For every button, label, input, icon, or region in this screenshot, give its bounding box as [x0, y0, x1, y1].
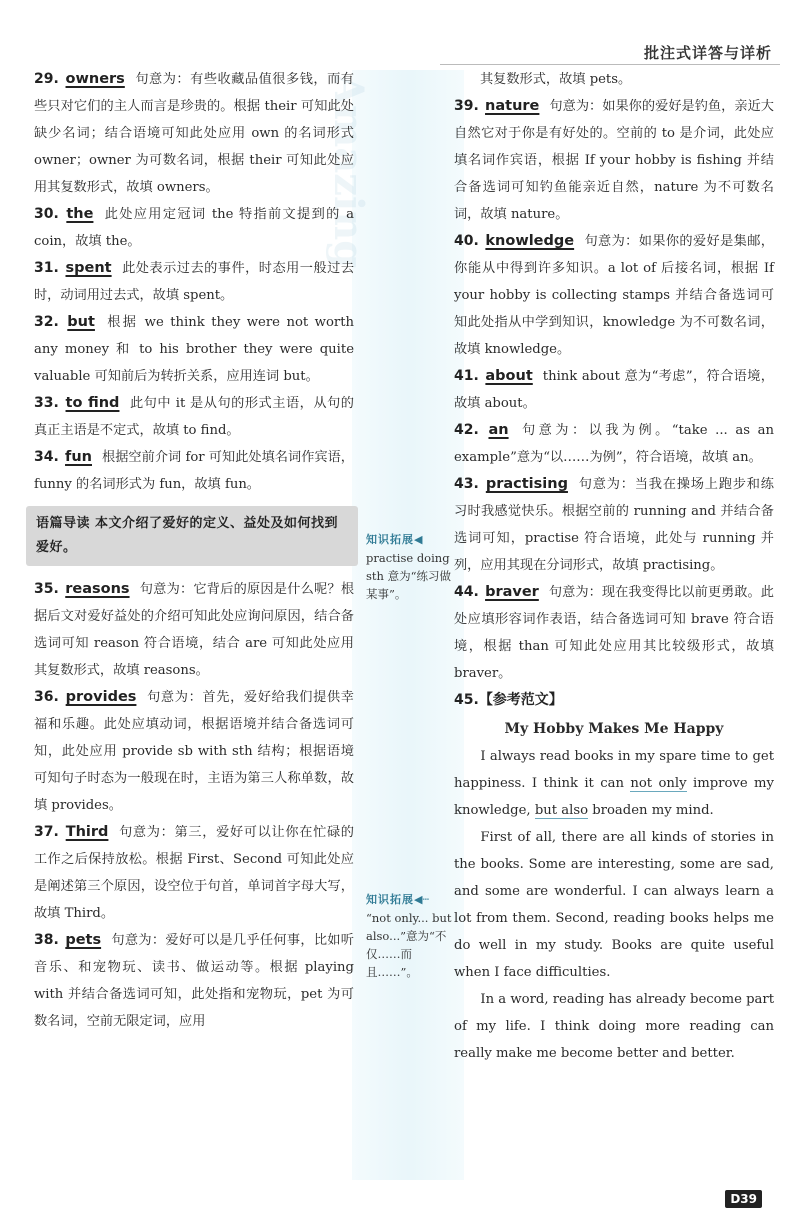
- underlined-phrase: not only: [630, 776, 687, 791]
- answer-item-42: [454, 417, 774, 471]
- item-number: 36.: [34, 689, 59, 705]
- item-number: 31.: [34, 260, 59, 276]
- explanation: 此处表示过去的事件，时态用一般过去时，动词用过去式，故填 spent。: [34, 261, 355, 303]
- item-number: 41.: [454, 368, 479, 384]
- explanation: 句意为：有些收藏品值很多钱，而有些只对它们的主人而言是珍贵的。根据 their 可知此处缺少名词；结合语境可知此处应用 own 的名词形式 owner；owner 为可数名词，根据 their 可知此处应用其复数形式，故填 owners。: [34, 72, 354, 195]
- item-number: 33.: [34, 395, 59, 411]
- item-number: 34.: [34, 449, 59, 465]
- item-number: 29.: [34, 71, 59, 87]
- answer-item-41: [454, 363, 774, 417]
- text-segment: broaden my mind.: [588, 803, 714, 818]
- explanation: 根据 we think they were not worth any money 和 to his brother they were quite valuable 可知前后为转折关系，应用连词 but。: [34, 315, 354, 384]
- answer-word: Third: [65, 824, 109, 840]
- explanation: 句意为：当我在操场上跑步和练习时我感觉快乐。根据空前的 running and 并结合备选词可知，practise 符合语境，此处与 running 并列，应用其现在分词形式，故填 practising。: [454, 477, 774, 573]
- model-essay-label: 【参考范文】: [478, 692, 563, 708]
- answer-item-45: [454, 687, 774, 1067]
- arrow-icon: ◀: [414, 533, 423, 546]
- answer-item-37: [34, 819, 354, 927]
- answer-item-35: [34, 576, 354, 684]
- model-essay: [454, 743, 774, 1067]
- explanation: 句意为：以我为例。“take ... as an example”意为“以……为例”，符合语境，故填 an。: [454, 423, 774, 465]
- answer-word: braver: [485, 584, 539, 600]
- page-header-title: 批注式详答与详析: [643, 44, 772, 62]
- answer-item-43: [454, 471, 774, 579]
- answer-item-30: [34, 201, 354, 255]
- essay-paragraph-3: In a word, reading has already become part of my life. I think doing more reading can really make me become better and better.: [454, 992, 774, 1061]
- answer-word: to find: [65, 395, 120, 411]
- header-divider: [440, 64, 780, 65]
- side-note-practise: [366, 530, 458, 603]
- right-column: [454, 66, 774, 1067]
- side-note-label: 知识拓展: [366, 533, 414, 546]
- text-segment: 其复数形式，故填 pets。: [480, 72, 632, 87]
- item-number: 45.: [454, 692, 479, 708]
- answer-item-38: [34, 927, 354, 1035]
- explanation: 此句中 it 是从句的形式主语，从句的真正主语是不定式，故填 to find。: [34, 396, 354, 438]
- answer-item-39: [454, 93, 774, 228]
- item-number: 37.: [34, 824, 59, 840]
- answer-item-40: [454, 228, 774, 363]
- side-note-label: 知识拓展: [366, 893, 414, 906]
- answer-item-32: [34, 309, 354, 390]
- page-number: D39: [725, 1190, 762, 1208]
- answer-word: the: [66, 206, 94, 222]
- item-number: 43.: [454, 476, 479, 492]
- answer-word: but: [67, 314, 95, 330]
- passage-guide-banner: 语篇导读 本文介绍了爱好的定义、益处及如何找到爱好。: [26, 506, 358, 566]
- explanation: 句意为：首先，爱好给我们提供幸福和乐趣。此处应填动词，根据语境并结合备选词可知，此处应用 provide sb with sth 结构；根据语境可知句子时态为一般现在时，主语为第三人称单数，故填 provides。: [34, 690, 354, 813]
- explanation: 句意为：如果你的爱好是钓鱼，亲近大自然它对于你是有好处的。空前的 to 是介词，此处应填名词作宾语，根据 If your hobby is fishing 并结合备选词可知钓鱼能亲近自然，nature 为不可数名词，故填 nature。: [454, 99, 774, 222]
- item-number: 44.: [454, 584, 479, 600]
- answer-item-33: [34, 390, 354, 444]
- answer-item-34: [34, 444, 354, 498]
- answer-word: fun: [65, 449, 92, 465]
- item-number: 40.: [454, 233, 479, 249]
- side-note-not-only: [366, 890, 458, 981]
- essay-paragraph-2: First of all, there are all kinds of stories in the books. Some are interesting, some are sad, and some are wonderful. I can always learn a lot from them. Second, reading books helps me do well in my study. Books are quite useful when I face difficulties.: [454, 830, 774, 980]
- continuation-38: [454, 66, 774, 93]
- answer-word: spent: [65, 260, 112, 276]
- explanation: 句意为：现在我变得比以前更勇敢。此处应填形容词作表语，结合备选词可知 brave 符合语境，根据 than 可知此处应用其比较级形式，故填 braver。: [454, 585, 774, 681]
- essay-paragraph-1: [454, 743, 774, 824]
- answer-item-44: [454, 579, 774, 687]
- watermark: Amazing: [325, 74, 372, 269]
- answer-item-36: [34, 684, 354, 819]
- text-segment: ,: [526, 803, 535, 818]
- underlined-phrase: but also: [534, 803, 589, 818]
- explanation: 句意为：如果你的爱好是集邮，你能从中得到许多知识。a lot of 后接名词，根据 If your hobby is collecting stamps 并结合备选词可知此处指从中学到知识，knowledge 为不可数名词，故填 knowledge。: [454, 234, 774, 357]
- explanation: 句意为：它背后的原因是什么呢？根据后文对爱好益处的介绍可知此处应询问原因，结合备选词可知 reason 符合语境，结合 are 可知此处应用其复数形式，故填 reasons。: [34, 582, 355, 678]
- answer-word: an: [488, 422, 509, 438]
- answer-word: pets: [65, 932, 102, 948]
- answer-item-31: [34, 255, 354, 309]
- explanation: 句意为：第三，爱好可以让你在忙碌的工作之后保持放松。根据 First、Second 可知此处应是阐述第三个原因，设空位于句首，单词首字母大写，故填 Third。: [34, 825, 354, 921]
- side-note-text: “not only... but also...”意为“不仅……而且……”。: [366, 911, 452, 979]
- item-number: 35.: [34, 581, 59, 597]
- side-note-text: practise doing sth 意为“练习做某事”。: [366, 551, 451, 601]
- left-column: [34, 66, 354, 1035]
- item-number: 32.: [34, 314, 59, 330]
- explanation: think about 意为“考虑”，符合语境，故填 about。: [454, 369, 774, 411]
- answer-word: about: [485, 368, 533, 384]
- answer-word: practising: [485, 476, 568, 492]
- essay-title: My Hobby Makes Me Happy: [504, 721, 724, 737]
- item-number: 42.: [454, 422, 479, 438]
- item-number: 30.: [34, 206, 59, 222]
- answer-word: provides: [65, 689, 137, 705]
- text-segment: I always read books in my spare time to get happiness. I think it can: [454, 749, 774, 791]
- explanation: 根据空前介词 for 可知此处填名词作宾语，funny 的名词形式为 fun，故填 fun。: [34, 450, 354, 492]
- item-number: 39.: [454, 98, 479, 114]
- explanation: 此处应用定冠词 the 特指前文提到的 a coin，故填 the。: [34, 207, 354, 249]
- answer-word: nature: [485, 98, 540, 114]
- answer-item-29: [34, 66, 354, 201]
- text-segment: improve my knowledge: [454, 776, 774, 818]
- arrow-icon: ◀┄: [414, 893, 430, 906]
- answer-word: owners: [65, 71, 125, 87]
- answer-word: reasons: [65, 581, 130, 597]
- item-number: 38.: [34, 932, 59, 948]
- answer-word: knowledge: [485, 233, 575, 249]
- explanation: 句意为：爱好可以是几乎任何事，比如听音乐、和宠物玩、读书、做运动等。根据 playing with 并结合备选词可知，此处指和宠物玩，pet 为可数名词，空前无限定词，应用: [34, 933, 354, 1029]
